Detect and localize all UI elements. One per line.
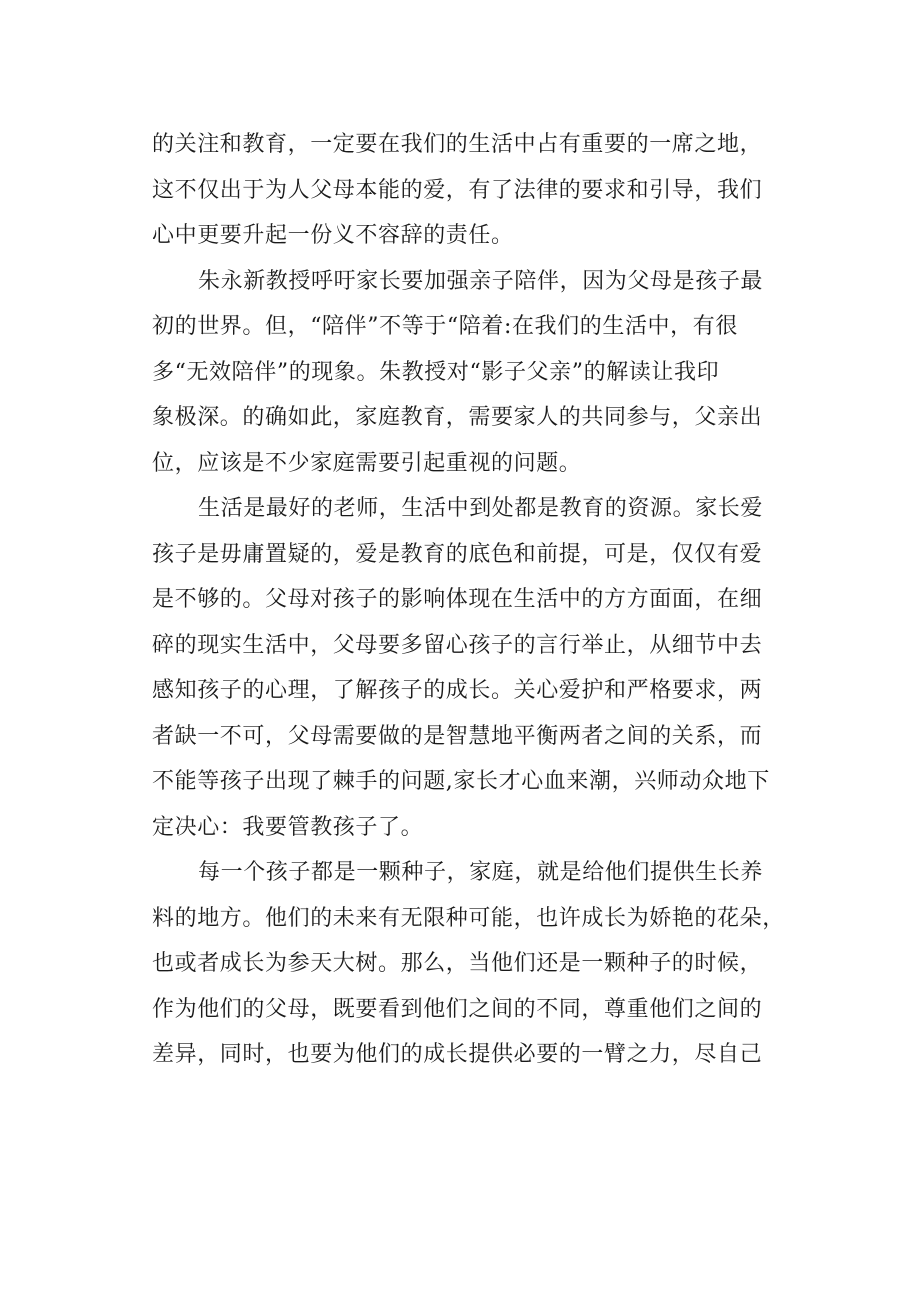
text-line: 心中更要升起一份义不容辞的责任。 xyxy=(152,223,514,248)
body-text xyxy=(152,122,792,1078)
text-line: 也或者成长为参天大树。那么，当他们还是一颗种子的时候， xyxy=(152,951,763,976)
text-line: 初的世界。但，“陪伴”不等于“陪着:在我们的生活中，有很 xyxy=(152,314,738,339)
text-line: 多“无效陪伴”的现象。朱教授对“影子父亲”的解读让我印 xyxy=(152,359,720,385)
paragraph-start-line: 每一个孩子都是一颗种子，家庭，就是给他们提供生长养 xyxy=(198,860,764,885)
text-line: 差异，同时，也要为他们的成长提供必要的一臂之力，尽自己 xyxy=(152,1042,763,1067)
paragraph-start-line: 生活是最好的老师，生活中到处都是教育的资源。家长爱 xyxy=(198,496,764,521)
text-line: 位，应该是不少家庭需要引起重视的问题。 xyxy=(152,450,582,476)
text-line: 作为他们的父母，既要看到他们之间的不同，尊重他们之间的 xyxy=(152,996,763,1022)
text-line: 的关注和教育，一定要在我们的生活中占有重要的一席之地， xyxy=(152,132,763,157)
text-line: 孩子是毋庸置疑的，爱是教育的底色和前提，可是，仅仅有爱 xyxy=(152,541,763,567)
text-line: 定决心：我要管教孩子了。 xyxy=(152,814,424,840)
text-line: 象极深。的确如此，家庭教育，需要家人的共同参与，父亲出 xyxy=(152,405,763,430)
text-line: 者缺一不可，父母需要做的是智慧地平衡两者之间的关系，而 xyxy=(152,723,763,749)
text-line: 这不仅出于为人父母本能的爱，有了法律的要求和引导，我们 xyxy=(152,177,763,203)
text-line: 是不够的。父母对孩子的影响体现在生活中的方方面面，在细 xyxy=(152,587,763,612)
text-line: 感知孩子的心理，了解孩子的成长。关心爱护和严格要求，两 xyxy=(152,678,763,703)
paragraph-start-line: 朱永新教授呼吁家长要加强亲子陪伴，因为父母是孩子最 xyxy=(198,268,764,294)
text-line: 料的地方。他们的未来有无限种可能，也许成长为娇艳的花朵， xyxy=(152,905,785,931)
text-line: 碎的现实生活中，父母要多留心孩子的言行举止，从细节中去 xyxy=(152,632,763,658)
text-line: 不能等孩子出现了棘手的问题,家长才心血来潮，兴师动众地下 xyxy=(152,769,770,794)
